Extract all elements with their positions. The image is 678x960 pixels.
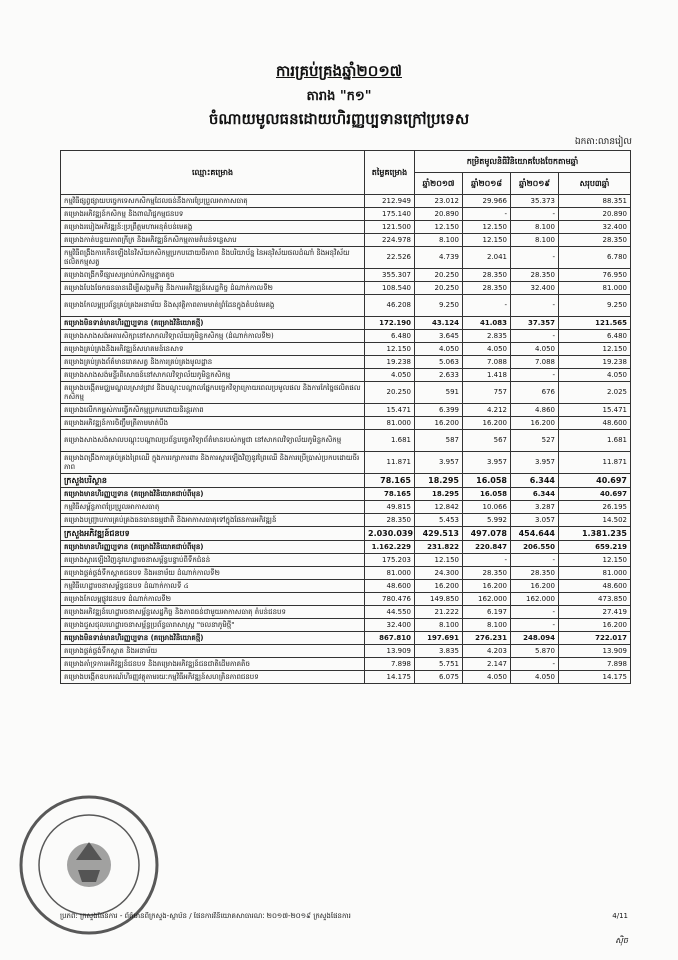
value-2017: 8.100 bbox=[415, 619, 463, 632]
table-row bbox=[61, 330, 631, 343]
project-value: 48.600 bbox=[365, 580, 415, 593]
value-2017: 9.250 bbox=[415, 295, 463, 317]
unit-label: ឯកតា:លានរៀល bbox=[574, 137, 632, 147]
project-value: 175.203 bbox=[365, 554, 415, 567]
project-name: គម្រោងមានហិរញ្ញប្បទាន (គម្រោងវិនិយោគជាប់ពីមុន) bbox=[61, 541, 365, 554]
table-row bbox=[61, 208, 631, 221]
project-value: 78.165 bbox=[365, 488, 415, 501]
value-2019: 4.050 bbox=[511, 671, 559, 684]
table-row bbox=[61, 619, 631, 632]
project-value: 81.000 bbox=[365, 417, 415, 430]
value-2019: 8.100 bbox=[511, 221, 559, 234]
value-2017: 20.890 bbox=[415, 208, 463, 221]
table-body bbox=[61, 195, 631, 684]
project-name: គម្រោងអភិវឌ្ឍន៍កសិកម្ម និងពាណិជ្ជកម្មជនបទ bbox=[61, 208, 365, 221]
value-2017: 4.050 bbox=[415, 343, 463, 356]
value-2019: - bbox=[511, 619, 559, 632]
project-name: គម្រោងស្តារឡើងវិញនូវហេដ្ឋារចនាសម្ព័ន្ធបន្ទាប់ពីទឹកជំនន់ bbox=[61, 554, 365, 567]
value-2019: 5.870 bbox=[511, 645, 559, 658]
value-2019: - bbox=[511, 658, 559, 671]
project-name: ក្រសួងបរិស្ថាន bbox=[61, 474, 365, 488]
value-2017: 21.222 bbox=[415, 606, 463, 619]
value-2018: 276.231 bbox=[463, 632, 511, 645]
value-2019: 8.100 bbox=[511, 234, 559, 247]
value-2018: 10.066 bbox=[463, 501, 511, 514]
project-name: គម្រោងកាត់បន្ថយភាពក្រីក្រ និងអភិវឌ្ឍន៍កសិកម្មតាមតំបន់ទន្លេសាប bbox=[61, 234, 365, 247]
value-2018: - bbox=[463, 295, 511, 317]
value-total: 9.250 bbox=[559, 295, 631, 317]
project-name: គម្រោងអភិវឌ្ឍន៍ការចិញ្ចឹមត្រីតាមមាត់បឹង bbox=[61, 417, 365, 430]
value-2017: 8.100 bbox=[415, 234, 463, 247]
col-header-2019: ឆ្នាំ២០១៩ bbox=[511, 173, 559, 195]
value-2019: - bbox=[511, 247, 559, 269]
value-2019: 35.373 bbox=[511, 195, 559, 208]
project-value: 44.550 bbox=[365, 606, 415, 619]
value-2019: - bbox=[511, 606, 559, 619]
value-2019: 6.344 bbox=[511, 488, 559, 501]
value-total: 81.000 bbox=[559, 282, 631, 295]
col-header-group: កម្រិតមូលនិធិវិនិយោគបែងចែកតាមឆ្នាំ bbox=[415, 151, 631, 173]
value-2017: 43.124 bbox=[415, 317, 463, 330]
value-2018: 497.078 bbox=[463, 527, 511, 541]
value-total: 20.890 bbox=[559, 208, 631, 221]
project-name: គម្រោងផ្គត់ផ្គង់ទឹកស្អាតជនបទ និងអនាម័យ ដំណាក់កាលទី២ bbox=[61, 567, 365, 580]
project-value: 1.681 bbox=[365, 430, 415, 452]
value-2018: 41.083 bbox=[463, 317, 511, 330]
value-2018: 16.058 bbox=[463, 474, 511, 488]
table-label: តារាង "ក១" bbox=[306, 89, 372, 104]
table-row bbox=[61, 593, 631, 606]
value-2019: 676 bbox=[511, 382, 559, 404]
table-row bbox=[61, 514, 631, 527]
ministry-row bbox=[61, 474, 631, 488]
col-header-name: ឈ្មោះគម្រោង bbox=[61, 151, 365, 195]
project-name: គម្រោងជួសជុលហេដ្ឋារចនាសម្ព័ន្ធប្រព័ន្ធធារាសាស្ត្រ "ចលនាភូមិថ្មី" bbox=[61, 619, 365, 632]
value-2018: 28.350 bbox=[463, 269, 511, 282]
value-total: 2.025 bbox=[559, 382, 631, 404]
value-total: 6.480 bbox=[559, 330, 631, 343]
value-2017: 20.250 bbox=[415, 282, 463, 295]
project-name: ក្រសួងអភិវឌ្ឍន៍ជនបទ bbox=[61, 527, 365, 541]
value-2018: 4.212 bbox=[463, 404, 511, 417]
project-value: 172.190 bbox=[365, 317, 415, 330]
value-2019: - bbox=[511, 369, 559, 382]
value-total: 659.219 bbox=[559, 541, 631, 554]
value-total: 19.238 bbox=[559, 356, 631, 369]
value-2019: 206.550 bbox=[511, 541, 559, 554]
value-2018: - bbox=[463, 208, 511, 221]
project-value: 32.400 bbox=[365, 619, 415, 632]
value-2017: 6.399 bbox=[415, 404, 463, 417]
value-2017: 12.150 bbox=[415, 554, 463, 567]
table-row bbox=[61, 580, 631, 593]
value-total: 15.471 bbox=[559, 404, 631, 417]
value-total: 1.381.235 bbox=[559, 527, 631, 541]
project-value: 11.871 bbox=[365, 452, 415, 474]
value-2018: 8.100 bbox=[463, 619, 511, 632]
value-2019: 28.350 bbox=[511, 567, 559, 580]
value-2019: 7.088 bbox=[511, 356, 559, 369]
value-2019: 4.860 bbox=[511, 404, 559, 417]
table-row bbox=[61, 658, 631, 671]
table-row bbox=[61, 269, 631, 282]
value-2018: 162.000 bbox=[463, 593, 511, 606]
project-value: 20.250 bbox=[365, 382, 415, 404]
value-total: 14.502 bbox=[559, 514, 631, 527]
project-value: 46.208 bbox=[365, 295, 415, 317]
table-row bbox=[61, 501, 631, 514]
value-total: 722.017 bbox=[559, 632, 631, 645]
value-total: 48.600 bbox=[559, 580, 631, 593]
value-2017: 3.645 bbox=[415, 330, 463, 343]
value-2019: - bbox=[511, 208, 559, 221]
project-name: គម្រោងបែងចែកធនធានដើម្បីសង្គមកិច្ច និងការអភិវឌ្ឍន៍សេដ្ឋកិច្ច ដំណាក់កាលទី២ bbox=[61, 282, 365, 295]
project-name: គម្រោងមានហិរញ្ញប្បទាន (គម្រោងវិនិយោគជាប់ពីមុន) bbox=[61, 488, 365, 501]
value-2018: 567 bbox=[463, 430, 511, 452]
value-2018: 757 bbox=[463, 382, 511, 404]
value-2018: 1.418 bbox=[463, 369, 511, 382]
value-total: 12.150 bbox=[559, 554, 631, 567]
value-2018: 28.350 bbox=[463, 282, 511, 295]
table-row bbox=[61, 195, 631, 208]
project-value: 22.526 bbox=[365, 247, 415, 269]
table-row bbox=[61, 430, 631, 452]
value-2017: 20.250 bbox=[415, 269, 463, 282]
value-2018: 12.150 bbox=[463, 221, 511, 234]
value-2017: 4.739 bbox=[415, 247, 463, 269]
project-name: គម្រោងគ្រប់គ្រងព័ត៌មានរោគសត្វ និងការគ្រប់គ្រងមូលដ្ឋាន bbox=[61, 356, 365, 369]
value-2017: 587 bbox=[415, 430, 463, 452]
project-name: គម្រោងអភិវឌ្ឍន៍ហេដ្ឋារចនាសម្ព័ន្ធសេដ្ឋកិច្ច និងភាពធន់ជាមួយអាកាសធាតុ តំបន់ជនបទ bbox=[61, 606, 365, 619]
budget-table bbox=[60, 150, 631, 684]
project-value: 780.476 bbox=[365, 593, 415, 606]
value-total: 6.780 bbox=[559, 247, 631, 269]
document-title: ការគ្រប់គ្រងឆ្នាំ២០១៧ bbox=[276, 62, 402, 80]
signature: ស៊ិច bbox=[615, 936, 628, 945]
project-name: កម្មវិធីសម្ព័ន្ធភាពប្រែប្រួលអាកាសធាតុ bbox=[61, 501, 365, 514]
value-2018: 2.835 bbox=[463, 330, 511, 343]
value-2017: 12.842 bbox=[415, 501, 463, 514]
value-total: 1.681 bbox=[559, 430, 631, 452]
project-value: 867.810 bbox=[365, 632, 415, 645]
project-value: 49.815 bbox=[365, 501, 415, 514]
subtotal-row bbox=[61, 541, 631, 554]
project-value: 78.165 bbox=[365, 474, 415, 488]
value-2018: 16.200 bbox=[463, 580, 511, 593]
subtotal-row bbox=[61, 317, 631, 330]
project-name: គម្រោងមិនទាន់មានហិរញ្ញប្បទាន (គម្រោងវិនិយោគថ្មី) bbox=[61, 632, 365, 645]
col-header-2018: ឆ្នាំ២០១៨ bbox=[463, 173, 511, 195]
value-2018: 28.350 bbox=[463, 567, 511, 580]
project-value: 4.050 bbox=[365, 369, 415, 382]
value-2018: 4.203 bbox=[463, 645, 511, 658]
value-2017: 5.751 bbox=[415, 658, 463, 671]
subtotal-row bbox=[61, 488, 631, 501]
value-2019: 3.287 bbox=[511, 501, 559, 514]
table-row bbox=[61, 356, 631, 369]
table-row bbox=[61, 282, 631, 295]
page-number: 4/11 bbox=[612, 912, 628, 920]
value-2017: 5.063 bbox=[415, 356, 463, 369]
project-value: 121.500 bbox=[365, 221, 415, 234]
project-value: 12.150 bbox=[365, 343, 415, 356]
value-2019: 3.057 bbox=[511, 514, 559, 527]
value-2019: 16.200 bbox=[511, 580, 559, 593]
value-2019: 32.400 bbox=[511, 282, 559, 295]
value-2019: 527 bbox=[511, 430, 559, 452]
table-row bbox=[61, 382, 631, 404]
col-header-2017: ឆ្នាំ២០១៧ bbox=[415, 173, 463, 195]
table-row bbox=[61, 567, 631, 580]
value-2018: 5.992 bbox=[463, 514, 511, 527]
value-total: 14.175 bbox=[559, 671, 631, 684]
project-value: 108.540 bbox=[365, 282, 415, 295]
value-2017: 5.453 bbox=[415, 514, 463, 527]
value-2019: 6.344 bbox=[511, 474, 559, 488]
project-value: 355.307 bbox=[365, 269, 415, 282]
value-2017: 591 bbox=[415, 382, 463, 404]
project-name: គម្រោងសាងសង់សាលបណ្តុះបណ្តាលប្រព័ន្ធបច្ចេកវិទ្យាព័ត៌មានរបស់កម្ពុជា នៅសាកលវិទ្យាល័យភូមិន្ទកសិកម្ម bbox=[61, 430, 365, 452]
project-value: 175.140 bbox=[365, 208, 415, 221]
value-total: 26.195 bbox=[559, 501, 631, 514]
value-2019: 162.000 bbox=[511, 593, 559, 606]
value-2017: 18.295 bbox=[415, 474, 463, 488]
project-value: 6.480 bbox=[365, 330, 415, 343]
project-value: 15.471 bbox=[365, 404, 415, 417]
project-value: 14.175 bbox=[365, 671, 415, 684]
project-name: កម្មវិធីពង្រឹងការកើនឡើងនៃវិស័យកសិកម្មប្រកបដោយចីរភាព និងបរិយាប័ន្ន នៃអនុវិស័យផលដំណាំ និងអនុវិស័យផលិតកម្មសត្វ bbox=[61, 247, 365, 269]
project-value: 2.030.039 bbox=[365, 527, 415, 541]
value-total: 473.850 bbox=[559, 593, 631, 606]
source-note: ប្រភព: ក្រសួងផែនការ - ព័ត៌មានពីក្រសួង-ស្ថាប័ន / ផែនការវិនិយោគសាធារណៈ ២០១៧-២០១៩ ក្រសួងផែនការ bbox=[60, 912, 351, 920]
value-total: 121.565 bbox=[559, 317, 631, 330]
value-2017: 2.633 bbox=[415, 369, 463, 382]
project-name: គម្រោងមិនទាន់មានហិរញ្ញប្បទាន (គម្រោងវិនិយោគថ្មី) bbox=[61, 317, 365, 330]
col-header-value: តម្លៃគម្រោង bbox=[365, 151, 415, 195]
value-total: 7.898 bbox=[559, 658, 631, 671]
value-2017: 231.822 bbox=[415, 541, 463, 554]
project-name: គម្រោងកែលម្អផ្លូវជនបទ ដំណាក់កាលទី២ bbox=[61, 593, 365, 606]
value-total: 13.909 bbox=[559, 645, 631, 658]
project-name: គម្រោងបង្កើតឧបករណ៍ហិរញ្ញវត្ថុតាមរយៈកម្មវិធីអភិវឌ្ឍន៍សហគ្រិនភាពជនបទ bbox=[61, 671, 365, 684]
value-2019: 37.357 bbox=[511, 317, 559, 330]
value-2017: 12.150 bbox=[415, 221, 463, 234]
table-row bbox=[61, 417, 631, 430]
project-name: គម្រោងកែលម្អប្រព័ន្ធគ្រប់គ្រងអនាម័យ និងសុវត្ថិភាពតាមមាត់ព្រំដែនក្នុងតំបន់មេគង្គ bbox=[61, 295, 365, 317]
value-2018: 7.088 bbox=[463, 356, 511, 369]
value-2017: 16.200 bbox=[415, 580, 463, 593]
table-row bbox=[61, 645, 631, 658]
project-name: គម្រោងគាំទ្រការអភិវឌ្ឍន៍ជនបទ និងគម្រោងអភិវឌ្ឍន៍ជនជាតិដើមភាគតិច bbox=[61, 658, 365, 671]
value-total: 76.950 bbox=[559, 269, 631, 282]
table-row bbox=[61, 221, 631, 234]
value-2018: 16.200 bbox=[463, 417, 511, 430]
table-row bbox=[61, 606, 631, 619]
value-2018: 3.957 bbox=[463, 452, 511, 474]
value-2018: - bbox=[463, 554, 511, 567]
value-2018: 4.050 bbox=[463, 343, 511, 356]
table-row bbox=[61, 404, 631, 417]
project-name: គម្រោងសាងសង់មន្ទីរពិសោធន៍នៅសាកលវិទ្យាល័យភូមិន្ទកសិកម្ម bbox=[61, 369, 365, 382]
value-2017: 429.513 bbox=[415, 527, 463, 541]
value-total: 40.697 bbox=[559, 474, 631, 488]
project-name: គម្រោងលើកកម្ពស់ការធ្វើកសិកម្មប្រកបដោយនិរន្តរភាព bbox=[61, 404, 365, 417]
value-2017: 197.691 bbox=[415, 632, 463, 645]
project-value: 212.949 bbox=[365, 195, 415, 208]
value-2017: 3.957 bbox=[415, 452, 463, 474]
project-name: គម្រោងរបៀងអភិវឌ្ឍន៍:ប្រព្រឹត្តមហាអនុតំបន់មេគង្គ bbox=[61, 221, 365, 234]
value-2017: 149.850 bbox=[415, 593, 463, 606]
value-2018: 220.847 bbox=[463, 541, 511, 554]
value-2018: 2.147 bbox=[463, 658, 511, 671]
value-2019: 4.050 bbox=[511, 343, 559, 356]
value-total: 88.351 bbox=[559, 195, 631, 208]
table-row bbox=[61, 671, 631, 684]
value-total: 81.000 bbox=[559, 567, 631, 580]
table-row bbox=[61, 554, 631, 567]
subtotal-row bbox=[61, 632, 631, 645]
project-value: 13.909 bbox=[365, 645, 415, 658]
value-2019: 248.094 bbox=[511, 632, 559, 645]
value-2018: 4.050 bbox=[463, 671, 511, 684]
value-2017: 18.295 bbox=[415, 488, 463, 501]
project-value: 224.978 bbox=[365, 234, 415, 247]
value-2017: 3.835 bbox=[415, 645, 463, 658]
table-subtitle: ចំណាយមូលធនដោយហិរញ្ញប្បទានក្រៅប្រទេស bbox=[208, 110, 470, 128]
value-total: 12.150 bbox=[559, 343, 631, 356]
table-row bbox=[61, 369, 631, 382]
project-name: គម្រោងសាងសង់អគារសិក្សានៅសាកលវិទ្យាល័យភូមិន្ទកសិកម្ម (ដំណាក់កាលទី២) bbox=[61, 330, 365, 343]
project-name: កម្មវិធីហេដ្ឋារចនាសម្ព័ន្ធជនបទ ដំណាក់កាលទី ៤ bbox=[61, 580, 365, 593]
project-name: គម្រោងពង្រីកទីផ្សារសម្រាប់កសិកម្មខ្នាតតូច bbox=[61, 269, 365, 282]
value-2019: - bbox=[511, 330, 559, 343]
value-2018: 12.150 bbox=[463, 234, 511, 247]
project-name: កម្មវិធីផ្សព្វផ្សាយបច្ចេកទេសកសិកម្មដែលធន់នឹងការប្រែប្រួលអាកាសធាតុ bbox=[61, 195, 365, 208]
value-total: 4.050 bbox=[559, 369, 631, 382]
value-total: 16.200 bbox=[559, 619, 631, 632]
value-total: 11.871 bbox=[559, 452, 631, 474]
value-total: 40.697 bbox=[559, 488, 631, 501]
col-header-total: សរុប៣ឆ្នាំ bbox=[559, 173, 631, 195]
value-2019: - bbox=[511, 295, 559, 317]
value-total: 27.419 bbox=[559, 606, 631, 619]
value-2019: 3.957 bbox=[511, 452, 559, 474]
value-2019: - bbox=[511, 554, 559, 567]
project-value: 19.238 bbox=[365, 356, 415, 369]
value-2017: 24.300 bbox=[415, 567, 463, 580]
value-2018: 29.966 bbox=[463, 195, 511, 208]
project-value: 7.898 bbox=[365, 658, 415, 671]
table-row bbox=[61, 452, 631, 474]
table-row bbox=[61, 234, 631, 247]
project-value: 28.350 bbox=[365, 514, 415, 527]
project-name: គម្រោងបង្កើតមជ្ឈមណ្ឌលស្រាវជ្រាវ និងបណ្តុះបណ្តាលផ្នែកបច្ចេកវិទ្យាក្រោយពេលប្រមូលផល និងការកែច្នៃផលិតផលកសិកម្ម bbox=[61, 382, 365, 404]
project-name: គម្រោងពង្រឹងការគ្រប់គ្រងព្រៃឈើ ក្នុងការរក្សាការពារ និងការស្តារឡើងវិញនូវព្រៃឈើ និងការប្រើប្រាស់ប្រកបដោយចីរភាព bbox=[61, 452, 365, 474]
value-total: 32.400 bbox=[559, 221, 631, 234]
value-2018: 6.197 bbox=[463, 606, 511, 619]
value-total: 28.350 bbox=[559, 234, 631, 247]
project-name: គម្រោងបញ្ជ្រាបការគ្រប់គ្រងធនធានធម្មជាតិ និងអាកាសធាតុទៅក្នុងផែនការអភិវឌ្ឍន៍ bbox=[61, 514, 365, 527]
value-2017: 16.200 bbox=[415, 417, 463, 430]
ministry-row bbox=[61, 527, 631, 541]
value-2019: 28.350 bbox=[511, 269, 559, 282]
project-name: គម្រោងគ្រប់គ្រងនិងអភិវឌ្ឍន៍សហគមន៍នេសាទ bbox=[61, 343, 365, 356]
project-name: គម្រោងផ្គត់ផ្គង់ទឹកស្អាត និងអនាម័យ bbox=[61, 645, 365, 658]
value-2018: 2.041 bbox=[463, 247, 511, 269]
value-2018: 16.058 bbox=[463, 488, 511, 501]
value-total: 48.600 bbox=[559, 417, 631, 430]
table-row bbox=[61, 247, 631, 269]
project-value: 1.162.229 bbox=[365, 541, 415, 554]
table-row bbox=[61, 343, 631, 356]
table-row bbox=[61, 295, 631, 317]
value-2017: 6.075 bbox=[415, 671, 463, 684]
value-2019: 454.644 bbox=[511, 527, 559, 541]
value-2019: 16.200 bbox=[511, 417, 559, 430]
value-2017: 23.012 bbox=[415, 195, 463, 208]
project-value: 81.000 bbox=[365, 567, 415, 580]
